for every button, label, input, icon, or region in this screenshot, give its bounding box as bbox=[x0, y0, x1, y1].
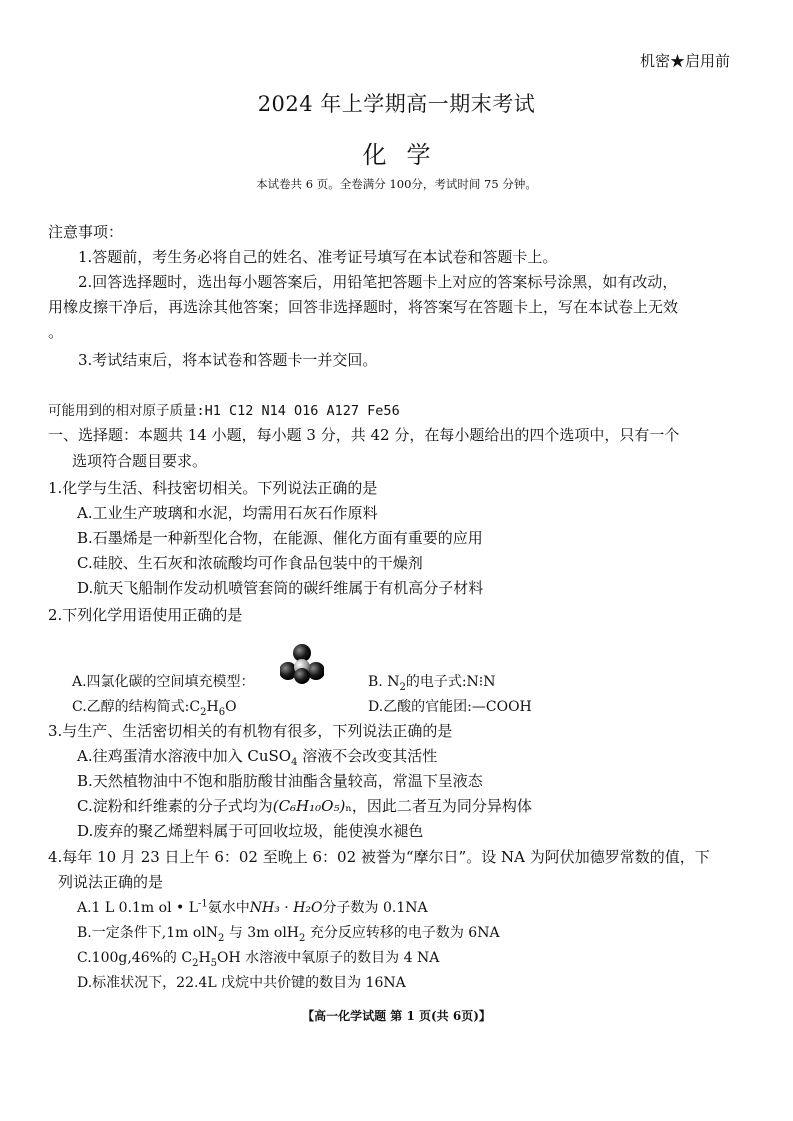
notice-item-3: 3.考试结束后，将本试卷和答题卡一并交回。 bbox=[78, 351, 378, 369]
q4-option-a-suffix: 分子数为 0.1NA bbox=[322, 900, 428, 916]
notice-item-1: 1.答题前，考生务必将自己的姓名、准考证号填写在本试卷和答题卡上。 bbox=[78, 248, 558, 266]
q3-option-d: D.废弃的聚乙烯塑料属于可回收垃圾，能使溴水褪色 bbox=[77, 822, 424, 840]
q3-option-c-formula: (C₆H₁₀O₅) bbox=[272, 797, 346, 815]
subject-title: 化学 bbox=[362, 141, 451, 169]
q4-option-c-suffix: OH 水溶液中氧原子的数目为 4 NA bbox=[217, 950, 440, 966]
q3-stem: 3.与生产、生活密切相关的有机物有很多，下列说法正确的是 bbox=[48, 722, 453, 740]
q4-option-b-sub2: 2 bbox=[299, 932, 306, 944]
q3-option-a-suffix: 溶液不会改变其活性 bbox=[297, 747, 438, 765]
q3-option-b: B.天然植物油中不饱和脂肪酸甘油酯含量较高，常温下呈液态 bbox=[77, 772, 483, 790]
q2-option-c bbox=[72, 696, 237, 718]
q4-option-c bbox=[77, 947, 439, 969]
q4-option-c-sub2: 5 bbox=[210, 957, 218, 969]
page-footer: 【高一化学试题 第 1 页(共 6页)】 bbox=[302, 1009, 491, 1023]
q4-option-c-prefix: C.100g,46%的 C bbox=[77, 950, 193, 966]
q3-option-a-prefix: A.往鸡蛋清水溶液中加入 CuSO bbox=[77, 747, 292, 765]
q2-option-b bbox=[368, 671, 496, 693]
q4-option-b-suffix: 充分反应转移的电子数为 6NA bbox=[305, 925, 500, 941]
q1-option-b: B.石墨烯是一种新型化合物，在能源、催化方面有重要的应用 bbox=[77, 529, 483, 547]
q3-option-c bbox=[77, 795, 532, 816]
q4-option-b-prefix: B.一定条件下,1m olN bbox=[77, 925, 218, 941]
q3-option-c-prefix: C.淀粉和纤维素的分子式均为 bbox=[77, 797, 273, 815]
q1-option-c: C.硅胶、生石灰和浓硫酸均可作食品包装中的干燥剂 bbox=[77, 554, 423, 572]
q1-option-d: D.航天飞船制作发动机喷管套筒的碳纤维属于有机高分子材料 bbox=[77, 579, 484, 597]
q4-stem-line2: 列说法正确的是 bbox=[58, 873, 164, 891]
q4-option-a bbox=[77, 897, 428, 917]
q2-option-c-mid: H bbox=[206, 699, 219, 715]
exam-title: 2024 年上学期高一期末考试 bbox=[257, 92, 536, 116]
q2-option-c-sub1: 2 bbox=[200, 706, 207, 718]
q4-option-d: D.标准状况下，22.4L 戊烷中共价键的数目为 16NA bbox=[77, 975, 406, 991]
q2-option-a: A.四氯化碳的空间填充模型： bbox=[72, 674, 255, 690]
q4-option-a-superscript: -1 bbox=[198, 898, 208, 910]
notice-heading: 注意事项： bbox=[48, 223, 124, 241]
q2-option-b-suffix: 的电子式:N⁝N bbox=[405, 674, 496, 690]
confidential-label: 机密★启用前 bbox=[640, 52, 731, 70]
q3-option-a-subscript: 4 bbox=[291, 757, 298, 768]
notice-item-2-line2: 用橡皮擦干净后，再选涂其他答案；回答非选择题时，将答案写在答题卡上，写在本试卷上无效 bbox=[48, 298, 679, 316]
q4-option-c-sub1: 2 bbox=[192, 957, 199, 969]
atomic-masses: 可能用到的相对原子质量:H1 C12 N14 O16 A127 Fe56 bbox=[48, 403, 400, 419]
q4-option-c-mid: H bbox=[198, 950, 211, 966]
q2-option-c-prefix: C.乙醇的结构简式:C bbox=[72, 699, 201, 715]
q2-option-c-sub2: 6 bbox=[218, 706, 226, 718]
q4-option-b bbox=[77, 922, 500, 944]
q1-option-a: A.工业生产玻璃和水泥，均需用石灰石作原料 bbox=[77, 504, 378, 522]
q4-option-b-mid: 与 3m olH bbox=[224, 925, 300, 941]
q4-option-a-mid: 氨水中 bbox=[207, 900, 250, 916]
section1-heading-line1: 一、选择题：本题共 14 小题，每小题 3 分，共 42 分，在每小题给出的四个选项中，只有一个 bbox=[48, 426, 680, 444]
q3-option-c-suffix: ₙ，因此二者互为同分异构体 bbox=[345, 797, 532, 815]
q4-stem-line1: 4.每年 10 月 23 日上午 6：02 至晚上 6：02 被誉为“摩尔日”。设 NA 为阿伏加德罗常数的值，下 bbox=[48, 848, 710, 866]
q2-option-d: D.乙酸的官能团:—COOH bbox=[368, 699, 532, 715]
q2-option-b-prefix: B. N bbox=[368, 674, 400, 690]
q2-option-c-suffix: O bbox=[225, 699, 237, 715]
ccl4-space-filling-model bbox=[280, 644, 324, 684]
q4-option-a-formula: NH₃ · H₂O bbox=[249, 900, 323, 916]
q1-stem: 1.化学与生活、科技密切相关。下列说法正确的是 bbox=[48, 479, 378, 497]
q3-option-a bbox=[77, 745, 437, 768]
q2-option-b-subscript: 2 bbox=[399, 681, 406, 693]
notice-item-2-line1: 2.回答选择题时，选出每小题答案后，用铅笔把答题卡上对应的答案标号涂黑，如有改动， bbox=[78, 273, 678, 291]
q2-stem: 2.下列化学用语使用正确的是 bbox=[48, 606, 243, 624]
section1-heading-line2: 选项符合题目要求。 bbox=[72, 452, 208, 470]
q4-option-a-prefix: A.1 L 0.1m ol • L bbox=[77, 900, 199, 916]
q4-option-b-sub1: 2 bbox=[217, 932, 225, 944]
exam-info: 本试卷共 6 页。全卷满分 100分，考试时间 75 分钟。 bbox=[256, 177, 537, 191]
notice-item-2-line3: 。 bbox=[48, 323, 64, 341]
